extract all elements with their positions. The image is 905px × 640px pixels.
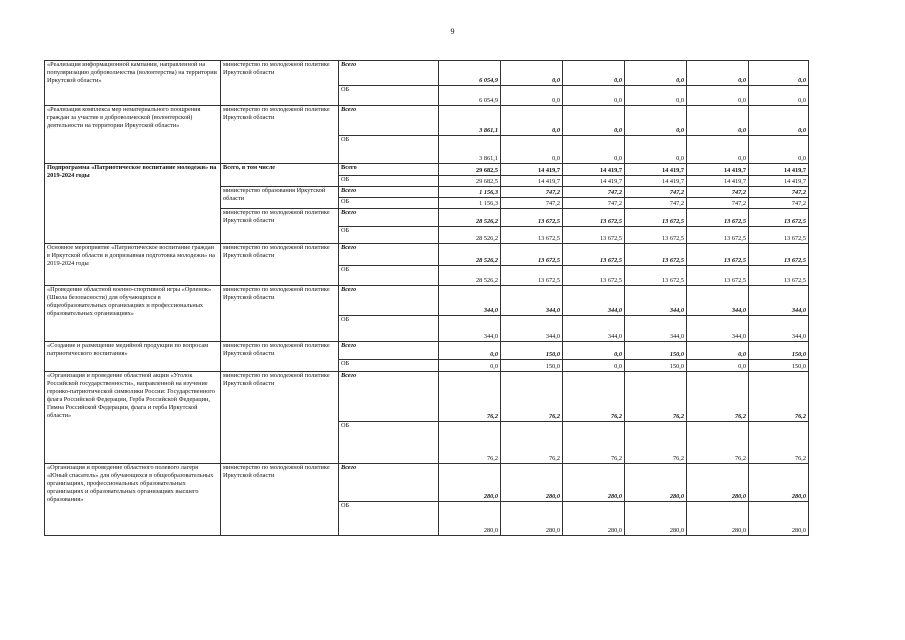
executor-cell: министерство по молодежной политике Иркутской области — [221, 106, 339, 164]
funding-source-cell: Всего — [339, 464, 439, 502]
value-cell: 13 672,5 — [501, 227, 563, 244]
funding-source-cell: ОБ — [339, 136, 439, 164]
value-cell: 0,0 — [687, 136, 749, 164]
table-row — [45, 106, 809, 136]
value-cell: 13 672,5 — [749, 266, 809, 286]
funding-source-cell: ОБ — [339, 422, 439, 464]
funding-source-cell: ОБ — [339, 502, 439, 536]
executor-cell: министерство по молодежной политике Иркутской области — [221, 209, 339, 244]
value-cell: 150,0 — [749, 342, 809, 360]
value-cell: 29 682,5 — [439, 176, 501, 187]
funding-source-cell: ОБ — [339, 316, 439, 342]
value-cell: 0,0 — [749, 86, 809, 106]
table-body — [45, 61, 809, 536]
value-cell: 344,0 — [687, 316, 749, 342]
value-cell: 344,0 — [501, 316, 563, 342]
value-cell: 280,0 — [625, 464, 687, 502]
value-cell: 0,0 — [749, 106, 809, 136]
value-cell: 13 672,5 — [749, 227, 809, 244]
value-cell: 13 672,5 — [687, 209, 749, 227]
value-cell: 0,0 — [687, 360, 749, 372]
value-cell: 76,2 — [501, 372, 563, 422]
value-cell: 1 156,3 — [439, 187, 501, 198]
value-cell: 0,0 — [625, 86, 687, 106]
funding-source-cell: Всего — [339, 209, 439, 227]
value-cell: 14 419,7 — [625, 164, 687, 176]
value-cell: 280,0 — [625, 502, 687, 536]
value-cell: 76,2 — [687, 372, 749, 422]
value-cell: 150,0 — [501, 360, 563, 372]
value-cell: 13 672,5 — [625, 266, 687, 286]
value-cell: 13 672,5 — [563, 244, 625, 266]
executor-cell: министерство по молодежной политике Иркутской области — [221, 342, 339, 372]
value-cell: 13 672,5 — [625, 227, 687, 244]
value-cell: 747,2 — [749, 198, 809, 209]
value-cell: 747,2 — [563, 187, 625, 198]
value-cell: 14 419,7 — [749, 164, 809, 176]
value-cell: 6 054,9 — [439, 86, 501, 106]
funding-source-cell: Всего — [339, 244, 439, 266]
value-cell: 13 672,5 — [563, 227, 625, 244]
funding-source-cell: ОБ — [339, 198, 439, 209]
value-cell: 344,0 — [687, 286, 749, 316]
program-name-cell: «Организация и проведение областного полевого лагеря «Юный спасатель» для обучающихся в общеобразовательных организациях, профессиональных образовательных организациях и образовательных организациях высшего образования» — [45, 464, 221, 536]
value-cell: 13 672,5 — [625, 209, 687, 227]
funding-source-cell: Всего — [339, 164, 439, 176]
value-cell: 747,2 — [625, 187, 687, 198]
value-cell: 280,0 — [687, 502, 749, 536]
value-cell: 14 419,7 — [687, 164, 749, 176]
value-cell: 344,0 — [625, 286, 687, 316]
value-cell: 13 672,5 — [625, 244, 687, 266]
value-cell: 76,2 — [749, 422, 809, 464]
value-cell: 0,0 — [501, 86, 563, 106]
value-cell: 28 526,2 — [439, 209, 501, 227]
value-cell: 13 672,5 — [687, 227, 749, 244]
value-cell: 0,0 — [749, 61, 809, 86]
value-cell: 747,2 — [501, 198, 563, 209]
value-cell: 13 672,5 — [501, 266, 563, 286]
value-cell: 76,2 — [563, 422, 625, 464]
value-cell: 344,0 — [563, 316, 625, 342]
value-cell: 0,0 — [439, 342, 501, 360]
value-cell: 747,2 — [749, 187, 809, 198]
value-cell: 280,0 — [563, 502, 625, 536]
value-cell: 344,0 — [749, 316, 809, 342]
budget-table — [44, 60, 809, 536]
value-cell: 344,0 — [625, 316, 687, 342]
value-cell: 14 419,7 — [749, 176, 809, 187]
executor-cell: министерство по молодежной политике Иркутской области — [221, 61, 339, 106]
table-row — [45, 342, 809, 360]
value-cell: 0,0 — [625, 106, 687, 136]
program-name-cell: Основное мероприятие «Патриотическое воспитание граждан в Иркутской области и допризывная подготовка молодежи» на 2019-2024 годы — [45, 244, 221, 286]
executor-cell: Всего, в том числе — [221, 164, 339, 187]
program-name-cell: «Реализация комплекса мер нематериального поощрения граждан за участие в добровольческой (волонтерской) деятельности на территории Иркутской области» — [45, 106, 221, 164]
funding-source-cell: Всего — [339, 372, 439, 422]
value-cell: 280,0 — [501, 502, 563, 536]
value-cell: 76,2 — [439, 372, 501, 422]
page-number: 9 — [450, 27, 455, 36]
executor-cell: министерство по молодежной политике Иркутской области — [221, 286, 339, 342]
value-cell: 76,2 — [439, 422, 501, 464]
value-cell: 344,0 — [563, 286, 625, 316]
program-name-cell: «Реализация информационной кампании, направленной на популяризацию добровольчества (волонтерства) на территории Иркутской области» — [45, 61, 221, 106]
value-cell: 280,0 — [501, 464, 563, 502]
value-cell: 747,2 — [563, 198, 625, 209]
executor-cell: министерство по молодежной политике Иркутской области — [221, 244, 339, 286]
value-cell: 14 419,7 — [563, 176, 625, 187]
value-cell: 0,0 — [749, 136, 809, 164]
funding-source-cell: ОБ — [339, 227, 439, 244]
value-cell: 344,0 — [749, 286, 809, 316]
program-name-cell: «Создание и размещение медийной продукции по вопросам патриотического воспитания» — [45, 342, 221, 372]
value-cell: 14 419,7 — [625, 176, 687, 187]
value-cell: 280,0 — [749, 464, 809, 502]
value-cell: 280,0 — [563, 464, 625, 502]
value-cell: 13 672,5 — [501, 209, 563, 227]
value-cell: 0,0 — [563, 106, 625, 136]
value-cell: 14 419,7 — [501, 164, 563, 176]
executor-cell: министерство по молодежной политике Иркутской области — [221, 464, 339, 536]
value-cell: 747,2 — [687, 187, 749, 198]
value-cell: 0,0 — [563, 136, 625, 164]
table-row — [45, 164, 809, 176]
value-cell: 747,2 — [501, 187, 563, 198]
funding-source-cell: Всего — [339, 61, 439, 86]
value-cell: 0,0 — [439, 360, 501, 372]
funding-source-cell: ОБ — [339, 266, 439, 286]
value-cell: 76,2 — [563, 372, 625, 422]
value-cell: 76,2 — [501, 422, 563, 464]
funding-source-cell: ОБ — [339, 360, 439, 372]
value-cell: 3 861,1 — [439, 136, 501, 164]
value-cell: 0,0 — [501, 106, 563, 136]
value-cell: 13 672,5 — [749, 244, 809, 266]
value-cell: 0,0 — [687, 61, 749, 86]
value-cell: 14 419,7 — [563, 164, 625, 176]
table-row — [45, 244, 809, 266]
value-cell: 14 419,7 — [687, 176, 749, 187]
value-cell: 747,2 — [625, 198, 687, 209]
value-cell: 13 672,5 — [563, 209, 625, 227]
value-cell: 0,0 — [687, 106, 749, 136]
executor-cell: министерство образования Иркутской области — [221, 187, 339, 209]
funding-source-cell: Всего — [339, 187, 439, 198]
value-cell: 280,0 — [439, 464, 501, 502]
value-cell: 29 682,5 — [439, 164, 501, 176]
value-cell: 150,0 — [501, 342, 563, 360]
value-cell: 0,0 — [563, 86, 625, 106]
funding-source-cell: Всего — [339, 286, 439, 316]
value-cell: 280,0 — [687, 464, 749, 502]
program-name-cell: «Организация и проведение областной акции «Уголок Российской государственности», направленной на изучение героико-патриотической символики России: Государственного флага Российской Федерации, Герба Российской Федерации, Гимна Российской Федерации, флага и герба Иркутской области» — [45, 372, 221, 464]
value-cell: 150,0 — [625, 342, 687, 360]
value-cell: 13 672,5 — [501, 244, 563, 266]
value-cell: 747,2 — [687, 198, 749, 209]
table-row — [45, 286, 809, 316]
value-cell: 28 526,2 — [439, 266, 501, 286]
value-cell: 0,0 — [625, 61, 687, 86]
program-name-cell: «Проведение областной военно-спортивной игры «Орленок» (Школа безопасности) для обучающихся в общеобразовательных организациях и профессиональных образовательных организациях» — [45, 286, 221, 342]
value-cell: 0,0 — [563, 360, 625, 372]
value-cell: 76,2 — [625, 422, 687, 464]
program-name-cell: Подпрограмма «Патриотическое воспитание молодежи» на 2019-2024 годы — [45, 164, 221, 244]
value-cell: 76,2 — [687, 422, 749, 464]
value-cell: 13 672,5 — [749, 209, 809, 227]
value-cell: 280,0 — [749, 502, 809, 536]
value-cell: 6 054,9 — [439, 61, 501, 86]
value-cell: 76,2 — [625, 372, 687, 422]
value-cell: 76,2 — [749, 372, 809, 422]
funding-source-cell: Всего — [339, 106, 439, 136]
executor-cell: министерство по молодежной политике Иркутской области — [221, 372, 339, 464]
value-cell: 344,0 — [439, 286, 501, 316]
table-row — [45, 372, 809, 422]
value-cell: 344,0 — [439, 316, 501, 342]
value-cell: 150,0 — [749, 360, 809, 372]
value-cell: 344,0 — [501, 286, 563, 316]
value-cell: 14 419,7 — [501, 176, 563, 187]
value-cell: 0,0 — [687, 86, 749, 106]
value-cell: 3 861,1 — [439, 106, 501, 136]
value-cell: 0,0 — [501, 136, 563, 164]
table-row — [45, 61, 809, 86]
value-cell: 28 526,2 — [439, 244, 501, 266]
value-cell: 0,0 — [563, 342, 625, 360]
table-row — [45, 464, 809, 502]
value-cell: 13 672,5 — [687, 266, 749, 286]
value-cell: 28 526,2 — [439, 227, 501, 244]
value-cell: 0,0 — [687, 342, 749, 360]
value-cell: 0,0 — [625, 136, 687, 164]
value-cell: 1 156,3 — [439, 198, 501, 209]
funding-source-cell: ОБ — [339, 86, 439, 106]
value-cell: 13 672,5 — [563, 266, 625, 286]
funding-source-cell: Всего — [339, 342, 439, 360]
value-cell: 13 672,5 — [687, 244, 749, 266]
value-cell: 150,0 — [625, 360, 687, 372]
value-cell: 0,0 — [501, 61, 563, 86]
value-cell: 0,0 — [563, 61, 625, 86]
funding-source-cell: ОБ — [339, 176, 439, 187]
value-cell: 280,0 — [439, 502, 501, 536]
